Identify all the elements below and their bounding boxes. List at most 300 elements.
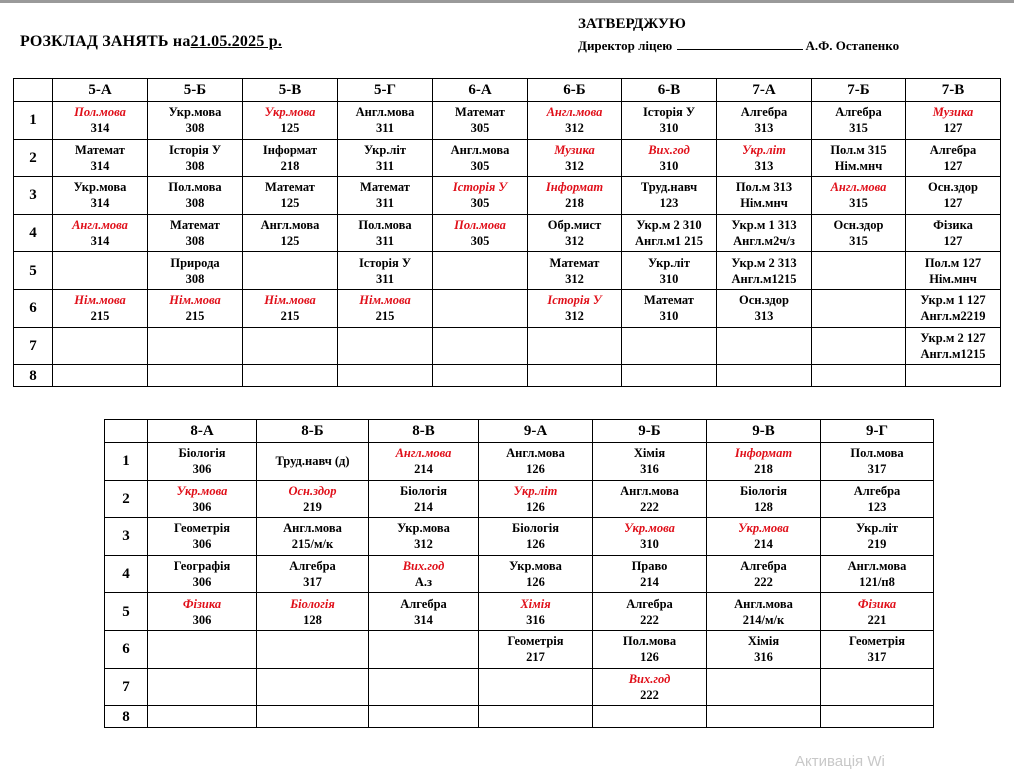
empty-cell bbox=[622, 365, 717, 387]
lesson-cell bbox=[906, 102, 1001, 140]
class-header: 6-В bbox=[622, 79, 717, 102]
empty-cell bbox=[479, 668, 593, 706]
lesson-cell bbox=[812, 214, 906, 252]
class-header: 5-А bbox=[53, 79, 148, 102]
room-text: 214 bbox=[414, 462, 433, 477]
subject-text: Математ bbox=[644, 293, 694, 308]
room-text: Англ.м1215 bbox=[920, 346, 986, 361]
lesson-cell bbox=[593, 593, 707, 631]
empty-cell bbox=[369, 706, 479, 728]
lesson-cell bbox=[821, 443, 934, 481]
lesson-cell bbox=[338, 289, 433, 327]
room-text: 217 bbox=[526, 650, 545, 665]
subject-text: Біологія bbox=[740, 483, 787, 498]
lesson-cell bbox=[906, 177, 1001, 215]
room-text: 215 bbox=[90, 309, 110, 324]
room-text: 317 bbox=[303, 575, 322, 590]
lesson-cell bbox=[148, 443, 257, 481]
room-text: 215 bbox=[375, 309, 395, 324]
subject-text: Біологія bbox=[400, 483, 447, 498]
lesson-cell bbox=[338, 102, 433, 140]
room-text: 316 bbox=[754, 650, 773, 665]
room-text: 313 bbox=[754, 309, 774, 324]
room-text: Нім.мнч bbox=[834, 158, 883, 173]
empty-cell bbox=[707, 668, 821, 706]
subject-text: Історія У bbox=[168, 142, 222, 157]
empty-cell bbox=[369, 668, 479, 706]
room-text: А.з bbox=[414, 575, 433, 590]
lesson-number: 7 bbox=[14, 327, 53, 365]
lesson-cell bbox=[148, 214, 243, 252]
class-header: 7-А bbox=[717, 79, 812, 102]
room-text: 311 bbox=[375, 271, 395, 286]
class-header: 5-Г bbox=[338, 79, 433, 102]
room-text: 308 bbox=[185, 121, 205, 136]
room-text: 308 bbox=[185, 158, 205, 173]
schedule-table-senior bbox=[104, 419, 934, 728]
subject-text: Англ.мова bbox=[355, 105, 415, 120]
lesson-cell bbox=[433, 139, 528, 177]
lesson-cell bbox=[53, 177, 148, 215]
empty-cell bbox=[593, 706, 707, 728]
lesson-cell bbox=[53, 102, 148, 140]
subject-text: Алгебра bbox=[929, 142, 977, 157]
subject-text: Укр.м 2 310 bbox=[636, 218, 702, 233]
class-header: 8-А bbox=[148, 420, 257, 443]
class-header: 9-В bbox=[707, 420, 821, 443]
room-text: 313 bbox=[754, 158, 774, 173]
lesson-number: 1 bbox=[14, 102, 53, 140]
room-text: 127 bbox=[943, 121, 963, 136]
lesson-cell bbox=[593, 668, 707, 706]
subject-text: Хімія bbox=[633, 446, 666, 461]
room-text: 218 bbox=[565, 196, 584, 211]
lesson-cell bbox=[369, 593, 479, 631]
empty-cell bbox=[433, 365, 528, 387]
empty-cell bbox=[148, 630, 257, 668]
room-text: 128 bbox=[754, 499, 773, 514]
subject-text: Пол.м 313 bbox=[735, 180, 793, 195]
class-header: 6-А bbox=[433, 79, 528, 102]
lesson-row bbox=[105, 480, 934, 518]
empty-cell bbox=[906, 365, 1001, 387]
subject-text: Укр.мова bbox=[176, 483, 228, 498]
empty-cell bbox=[528, 365, 622, 387]
lesson-cell bbox=[707, 443, 821, 481]
empty-cell bbox=[257, 668, 369, 706]
room-text: 126 bbox=[526, 499, 545, 514]
lesson-cell bbox=[707, 518, 821, 556]
lesson-row bbox=[105, 518, 934, 556]
subject-text: Пол.мова bbox=[850, 446, 904, 461]
room-text: 314 bbox=[90, 121, 110, 136]
lesson-cell bbox=[243, 177, 338, 215]
room-text: 219 bbox=[867, 537, 887, 552]
room-text: 305 bbox=[470, 121, 490, 136]
room-text: 306 bbox=[192, 499, 212, 514]
table-header-row bbox=[14, 79, 1001, 102]
lesson-cell bbox=[148, 177, 243, 215]
subject-text: Геометрія bbox=[173, 521, 231, 536]
lesson-row bbox=[14, 365, 1001, 387]
lesson-cell bbox=[593, 518, 707, 556]
subject-text: Укр.мова bbox=[509, 559, 562, 574]
class-header: 7-Б bbox=[812, 79, 906, 102]
subject-text: Біологія bbox=[178, 446, 226, 461]
subject-text: Фізика bbox=[857, 596, 897, 611]
room-text: 310 bbox=[659, 309, 679, 324]
room-text: 311 bbox=[375, 121, 395, 136]
room-text: 121/п8 bbox=[859, 575, 895, 590]
lesson-cell bbox=[821, 555, 934, 593]
empty-cell bbox=[243, 327, 338, 365]
room-text: 312 bbox=[565, 234, 584, 249]
room-text: 125 bbox=[280, 234, 300, 249]
subject-text: Осн.здор bbox=[739, 293, 789, 308]
room-text: 310 bbox=[659, 271, 679, 286]
room-text: 126 bbox=[526, 575, 545, 590]
subject-text: Укр.літ bbox=[363, 142, 407, 157]
lesson-cell bbox=[53, 289, 148, 327]
lesson-row bbox=[105, 443, 934, 481]
page-title bbox=[20, 33, 282, 51]
lesson-cell bbox=[707, 593, 821, 631]
room-text: 306 bbox=[192, 575, 212, 590]
room-text: 214 bbox=[640, 575, 659, 590]
lesson-cell bbox=[257, 518, 369, 556]
subject-text: Укр.мова bbox=[397, 521, 450, 536]
lesson-cell bbox=[593, 630, 707, 668]
subject-text: Англ.мова bbox=[546, 105, 603, 120]
lesson-cell bbox=[148, 102, 243, 140]
subject-text: Укр.мова bbox=[738, 521, 789, 536]
lesson-cell bbox=[148, 139, 243, 177]
room-text: 314 bbox=[90, 234, 110, 249]
empty-cell bbox=[148, 327, 243, 365]
subject-text: Історія У bbox=[547, 293, 602, 308]
room-text: 128 bbox=[303, 612, 322, 627]
lesson-row bbox=[105, 668, 934, 706]
lesson-cell bbox=[906, 327, 1001, 365]
subject-text: Математ bbox=[455, 105, 505, 120]
lesson-row bbox=[14, 214, 1001, 252]
lesson-cell bbox=[906, 289, 1001, 327]
lesson-row bbox=[105, 555, 934, 593]
lesson-number: 8 bbox=[14, 365, 53, 387]
lesson-cell bbox=[243, 289, 338, 327]
room-text: 316 bbox=[640, 462, 659, 477]
lesson-cell bbox=[257, 593, 369, 631]
room-text: 218 bbox=[280, 158, 300, 173]
lesson-row bbox=[105, 706, 934, 728]
subject-text: Математ bbox=[170, 218, 220, 233]
lesson-number: 6 bbox=[105, 630, 148, 668]
lesson-number: 7 bbox=[105, 668, 148, 706]
signature-blank bbox=[677, 37, 803, 50]
lesson-cell bbox=[528, 177, 622, 215]
subject-text: Укр.м 2 127 bbox=[920, 330, 986, 345]
title-prefix: РОЗКЛАД ЗАНЯТЬ на bbox=[20, 33, 191, 50]
subject-text: Математ bbox=[549, 255, 600, 270]
room-text: 308 bbox=[185, 234, 205, 249]
subject-text: Математ bbox=[265, 180, 315, 195]
subject-text: Англ.мова bbox=[734, 596, 793, 611]
lesson-cell bbox=[479, 555, 593, 593]
lesson-row bbox=[14, 139, 1001, 177]
lesson-cell bbox=[622, 177, 717, 215]
room-text: 306 bbox=[192, 612, 212, 627]
empty-cell bbox=[148, 706, 257, 728]
subject-text: Право bbox=[631, 559, 668, 574]
room-text: 311 bbox=[375, 196, 395, 211]
subject-text: Англ.мова bbox=[847, 559, 907, 574]
subject-text: Осн.здор bbox=[833, 218, 884, 233]
room-text: 126 bbox=[640, 650, 659, 665]
subject-text: Пол.мова bbox=[358, 218, 412, 233]
lesson-cell bbox=[593, 555, 707, 593]
lesson-row bbox=[14, 102, 1001, 140]
lesson-number: 8 bbox=[105, 706, 148, 728]
empty-cell bbox=[433, 289, 528, 327]
lesson-cell bbox=[906, 252, 1001, 290]
lesson-row bbox=[14, 327, 1001, 365]
subject-text: Укр.мова bbox=[264, 105, 316, 120]
lesson-number: 1 bbox=[105, 443, 148, 481]
lesson-cell bbox=[148, 289, 243, 327]
subject-text: Укр.м 2 313 bbox=[731, 255, 797, 270]
subject-text: Труд.навч (д) bbox=[275, 454, 350, 469]
class-header: 5-В bbox=[243, 79, 338, 102]
subject-text: Алгебра bbox=[400, 596, 447, 611]
lesson-cell bbox=[528, 252, 622, 290]
lesson-cell bbox=[812, 177, 906, 215]
empty-cell bbox=[812, 289, 906, 327]
room-text: 123 bbox=[659, 196, 679, 211]
lesson-cell bbox=[528, 139, 622, 177]
lesson-cell bbox=[369, 518, 479, 556]
lesson-cell bbox=[257, 480, 369, 518]
class-header: 5-Б bbox=[148, 79, 243, 102]
room-text: 312 bbox=[565, 309, 584, 324]
empty-cell bbox=[821, 668, 934, 706]
lesson-number: 4 bbox=[105, 555, 148, 593]
room-text: 310 bbox=[640, 537, 659, 552]
empty-cell bbox=[53, 252, 148, 290]
subject-text: Пол.мова bbox=[168, 180, 222, 195]
subject-text: Математ bbox=[360, 180, 410, 195]
lesson-cell bbox=[369, 443, 479, 481]
corner-cell bbox=[14, 79, 53, 102]
subject-text: Інформат bbox=[545, 180, 604, 195]
subject-text: Алгебра bbox=[835, 105, 882, 120]
subject-text: Англ.мова bbox=[830, 180, 887, 195]
lesson-cell bbox=[148, 555, 257, 593]
subject-text: Укр.літ bbox=[742, 142, 786, 157]
approve-label: ЗАТВЕРДЖУЮ bbox=[578, 16, 686, 32]
empty-cell bbox=[717, 327, 812, 365]
subject-text: Укр.мова bbox=[73, 180, 127, 195]
lesson-cell bbox=[338, 252, 433, 290]
subject-text: Укр.літ bbox=[513, 483, 558, 498]
subject-text: Укр.літ bbox=[855, 521, 899, 536]
lesson-cell bbox=[433, 177, 528, 215]
room-text: 311 bbox=[375, 234, 395, 249]
empty-cell bbox=[717, 365, 812, 387]
approval-block bbox=[578, 16, 899, 54]
corner-cell bbox=[105, 420, 148, 443]
empty-cell bbox=[812, 252, 906, 290]
room-text: Англ.м1215 bbox=[731, 271, 797, 286]
lesson-cell bbox=[148, 480, 257, 518]
subject-text: Фізика bbox=[182, 596, 222, 611]
subject-text: Англ.мова bbox=[620, 483, 679, 498]
subject-text: Природа bbox=[170, 255, 220, 270]
lesson-number: 2 bbox=[14, 139, 53, 177]
lesson-number: 2 bbox=[105, 480, 148, 518]
subject-text: Математ bbox=[75, 142, 125, 157]
lesson-cell bbox=[148, 593, 257, 631]
lesson-cell bbox=[717, 102, 812, 140]
subject-text: Труд.навч bbox=[640, 180, 698, 195]
room-text: 218 bbox=[754, 462, 773, 477]
subject-text: Історія У bbox=[642, 105, 696, 120]
room-text: 311 bbox=[375, 158, 395, 173]
lesson-cell bbox=[717, 177, 812, 215]
lesson-cell bbox=[717, 214, 812, 252]
empty-cell bbox=[257, 630, 369, 668]
lesson-cell bbox=[717, 252, 812, 290]
subject-text: Нім.мова bbox=[74, 293, 126, 308]
subject-text: Обр.мист bbox=[547, 218, 602, 233]
subject-text: Географія bbox=[173, 559, 231, 574]
lesson-cell bbox=[53, 139, 148, 177]
lesson-cell bbox=[622, 214, 717, 252]
lesson-number: 3 bbox=[14, 177, 53, 215]
empty-cell bbox=[148, 365, 243, 387]
room-text: 314 bbox=[90, 158, 110, 173]
room-text: 315 bbox=[849, 196, 868, 211]
room-text: 312 bbox=[565, 158, 584, 173]
lesson-cell bbox=[812, 139, 906, 177]
lesson-cell bbox=[906, 214, 1001, 252]
lesson-cell bbox=[433, 102, 528, 140]
lesson-number: 5 bbox=[105, 593, 148, 631]
empty-cell bbox=[812, 327, 906, 365]
empty-cell bbox=[707, 706, 821, 728]
room-text: 214 bbox=[414, 499, 433, 514]
room-text: Нім.мнч bbox=[929, 271, 977, 286]
empty-cell bbox=[433, 252, 528, 290]
subject-text: Англ.мова bbox=[72, 218, 128, 233]
lesson-cell bbox=[622, 139, 717, 177]
empty-cell bbox=[479, 706, 593, 728]
lesson-cell bbox=[338, 139, 433, 177]
subject-text: Осн.здор bbox=[928, 180, 978, 195]
lesson-cell bbox=[906, 139, 1001, 177]
lesson-cell bbox=[812, 102, 906, 140]
lesson-cell bbox=[717, 289, 812, 327]
lesson-cell bbox=[479, 518, 593, 556]
subject-text: Англ.мова bbox=[506, 446, 565, 461]
room-text: 306 bbox=[192, 537, 212, 552]
lesson-cell bbox=[53, 214, 148, 252]
empty-cell bbox=[338, 327, 433, 365]
class-header: 7-В bbox=[906, 79, 1001, 102]
top-border bbox=[0, 0, 1014, 3]
schedule-table-junior bbox=[13, 78, 1001, 387]
class-header: 8-Б bbox=[257, 420, 369, 443]
empty-cell bbox=[338, 365, 433, 387]
lesson-cell bbox=[593, 443, 707, 481]
lesson-cell bbox=[479, 480, 593, 518]
room-text: 317 bbox=[867, 650, 887, 665]
class-header: 9-А bbox=[479, 420, 593, 443]
empty-cell bbox=[528, 327, 622, 365]
lesson-row bbox=[105, 593, 934, 631]
room-text: 310 bbox=[659, 121, 679, 136]
subject-text: Пол.м 315 bbox=[830, 142, 887, 157]
room-text: 127 bbox=[943, 196, 963, 211]
empty-cell bbox=[812, 365, 906, 387]
room-text: 214 bbox=[754, 537, 773, 552]
subject-text: Пол.мова bbox=[622, 634, 677, 649]
lesson-cell bbox=[622, 102, 717, 140]
room-text: 317 bbox=[867, 462, 887, 477]
subject-text: Укр.мова bbox=[624, 521, 675, 536]
subject-text: Англ.мова bbox=[283, 521, 342, 536]
subject-text: Історія У bbox=[452, 180, 508, 195]
lesson-cell bbox=[243, 139, 338, 177]
room-text: 125 bbox=[280, 196, 300, 211]
empty-cell bbox=[53, 365, 148, 387]
lesson-cell bbox=[148, 518, 257, 556]
subject-text: Укр.мова bbox=[168, 105, 222, 120]
subject-text: Алгебра bbox=[740, 559, 787, 574]
room-text: 222 bbox=[640, 687, 659, 702]
room-text: 315 bbox=[849, 234, 868, 249]
lesson-row bbox=[14, 289, 1001, 327]
room-text: 305 bbox=[470, 158, 490, 173]
room-text: 305 bbox=[470, 234, 490, 249]
lesson-cell bbox=[369, 480, 479, 518]
subject-text: Музика bbox=[554, 142, 595, 157]
room-text: 314 bbox=[414, 612, 433, 627]
lesson-cell bbox=[528, 214, 622, 252]
room-text: 123 bbox=[867, 499, 887, 514]
class-header: 6-Б bbox=[528, 79, 622, 102]
subject-text: Укр.м 1 127 bbox=[920, 293, 986, 308]
lesson-row bbox=[105, 630, 934, 668]
lesson-cell bbox=[593, 480, 707, 518]
room-text: 306 bbox=[192, 462, 212, 477]
room-text: 222 bbox=[754, 575, 773, 590]
room-text: 310 bbox=[659, 158, 679, 173]
subject-text: Нім.мова bbox=[264, 293, 316, 308]
subject-text: Геометрія bbox=[507, 634, 564, 649]
lesson-number: 5 bbox=[14, 252, 53, 290]
room-text: 313 bbox=[754, 121, 774, 136]
room-text: 126 bbox=[526, 537, 545, 552]
room-text: 305 bbox=[470, 196, 490, 211]
subject-text: Хімія bbox=[747, 634, 780, 649]
lesson-cell bbox=[528, 289, 622, 327]
lesson-cell bbox=[243, 102, 338, 140]
room-text: 214/м/к bbox=[742, 612, 785, 627]
lesson-row bbox=[14, 177, 1001, 215]
subject-text: Біологія bbox=[512, 521, 559, 536]
lesson-cell bbox=[707, 555, 821, 593]
lesson-cell bbox=[821, 518, 934, 556]
